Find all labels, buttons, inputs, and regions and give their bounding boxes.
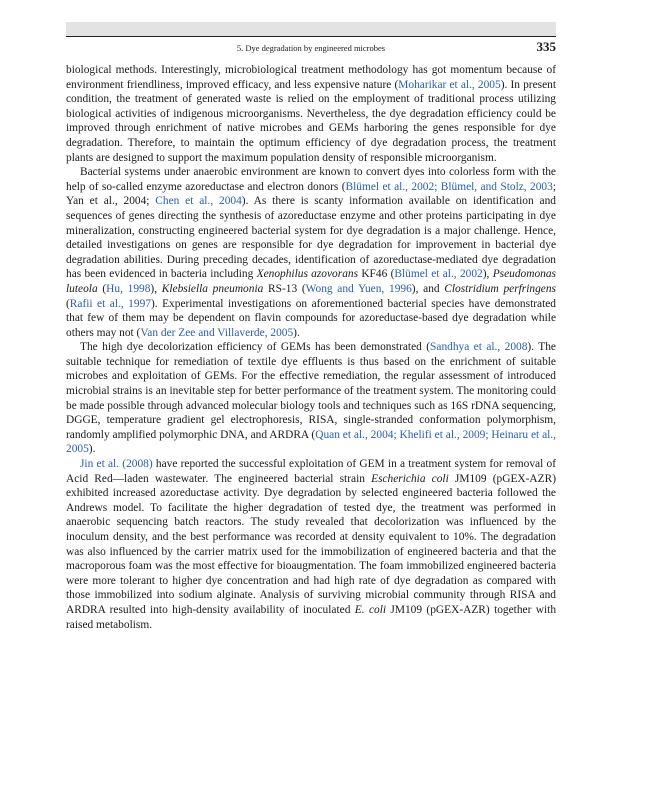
- citation-link: Jin et al. (2008): [80, 458, 153, 471]
- running-title: 5. Dye degradation by engineered microbes: [236, 43, 386, 53]
- text-run: Bacterial systems under anaerobic environment are known to convert dyes into colorless form with the help of so-called enzyme azoreductase and electron donors (: [66, 166, 556, 193]
- text-run: RS-13 (: [263, 282, 306, 295]
- text-run: have reported the successful exploitation of GEM in a treatment system for removal of Acid Red—laden wastewater. The engineered bacterial strain: [66, 458, 556, 485]
- text-run: ), and: [411, 282, 445, 295]
- species-name: Clostridium perfringens: [444, 282, 556, 295]
- citation-link: Quan et al., 2004; Khelifi et al., 2009; Heinaru et al., 2005: [66, 428, 556, 456]
- text-run: ). As there is scanty information available on identification and sequences of genes directing the synthesis of azoreductase enzyme and other proteins participating in dye mineralization, constructing engineered bacterial system for dye degradation is a major challenge. Hence, detailed investigations on genes are responsible for dye degradation for improvement in bacterial dye degradation abilities. During preceding decades, identification of azoreductase-mediated dye degradation has been evidenced in bacteria including: [66, 195, 556, 281]
- text-run: ). Experimental investigations on aforementioned bacterial species have demonstrated that few of them may be dependent on flavin compounds for azoreductase-based dye degradation while others may not (: [66, 297, 556, 339]
- text-run: ; Yan et al., 2004;: [66, 180, 556, 208]
- citation-link: Sandhya et al., 2008: [430, 341, 528, 354]
- citation-link: Hu, 1998: [106, 282, 151, 295]
- text-run: ).: [293, 326, 300, 339]
- header-rule: [66, 36, 556, 37]
- text-run: ). In present condition, the treatment of generated waste is relied on the employment of traditional process utilizing biological activities of indigenous microorganisms. Nevertheless, the dye degradation efficiency could be improved through enrichment of native microbes and GEMs harboring the genes responsible for dye degradation. Therefore, to maintain the optimum efficiency of dye degradation process, the treatment plants are designed to support the maximum population density of responsible microorganism.: [66, 78, 556, 164]
- text-run: ). The suitable technique for remediation of textile dye effluents is thus based on the enrichment of suitable microbes and exploitation of GEMs. For the effective remediation, the regular assessment of introduced microbial strains is an inevitable step for better performance of the treatment system. The monitoring could be made possible through advanced molecular biology tools and techniques such as 16S rDNA sequencing, DGGE, temperature gradient gel electrophoresis, RISA, single-stranded conformation polymorphism, randomly amplified polymorphic DNA, and ARDRA (: [66, 341, 556, 441]
- citation-link: Blümel et al., 2002: [394, 268, 483, 281]
- text-run: KF46 (: [358, 268, 395, 281]
- text-run: ),: [482, 268, 493, 281]
- species-name: Klebsiella pneumonia: [161, 282, 264, 295]
- text-run: biological methods. Interestingly, microbiological treatment methodology has got momentum because of environment friendliness, improved efficacy, and less expensive nature (: [66, 64, 556, 91]
- species-name: Xenophilus azovorans: [256, 268, 359, 281]
- page-number: 335: [536, 39, 556, 54]
- text-run: (: [97, 282, 107, 295]
- citation-link: Van der Zee and Villaverde, 2005: [140, 326, 294, 339]
- running-head: [66, 40, 556, 56]
- citation-link: Rafii et al., 1997: [69, 297, 151, 310]
- paragraph-1: [66, 63, 556, 165]
- species-name: E. coli: [354, 603, 387, 616]
- header-band: [66, 22, 556, 36]
- text-run: ),: [150, 282, 162, 295]
- citation-link: Chen et al., 2004: [155, 195, 242, 208]
- text-run: (: [66, 297, 70, 310]
- citation-link: Wong and Yuen, 1996: [305, 282, 412, 295]
- text-run: JM109 (pGEX-AZR) exhibited increased azoreductase activity. Dye degradation by selected engineered bacteria followed the Andrews model. To facilitate the higher degradation of tested dye, the treatment was performed in anaerobic sequencing batch reactors. The study revealed that decolorization was influenced by the inoculum density, and the best performance was recorded at density equivalent to 10%. The degradation was also influenced by the carrier matrix used for the immobilization of engineered bacteria and that the macroporous foam was the most effective for bioaugmentation. The foam immobilized engineered bacteria were more tolerant to higher dye concentration and had high rate of dye degradation as compared with those immobilized into sodium alginate. Analysis of surviving microbial community through RISA and ARDRA resulted into high-density availability of inoculated: [66, 472, 556, 616]
- species-name: Pseudomonas luteola: [66, 268, 556, 295]
- text-run: JM109 (pGEX-AZR) together with raised metabolism.: [66, 603, 557, 631]
- paragraph-2: [66, 165, 556, 340]
- body-text: [66, 63, 556, 632]
- text-run: ).: [88, 443, 96, 456]
- text-run: The high dye decolorization efficiency of GEMs has been demonstrated (: [80, 341, 431, 354]
- paragraph-4: [66, 457, 556, 632]
- citation-link: Moharikar et al., 2005: [398, 78, 501, 91]
- citation-link: Blümel et al., 2002; Blümel, and Stolz, 2003: [345, 180, 553, 193]
- species-name: Escherichia coli: [371, 472, 449, 485]
- paragraph-3: [66, 340, 556, 457]
